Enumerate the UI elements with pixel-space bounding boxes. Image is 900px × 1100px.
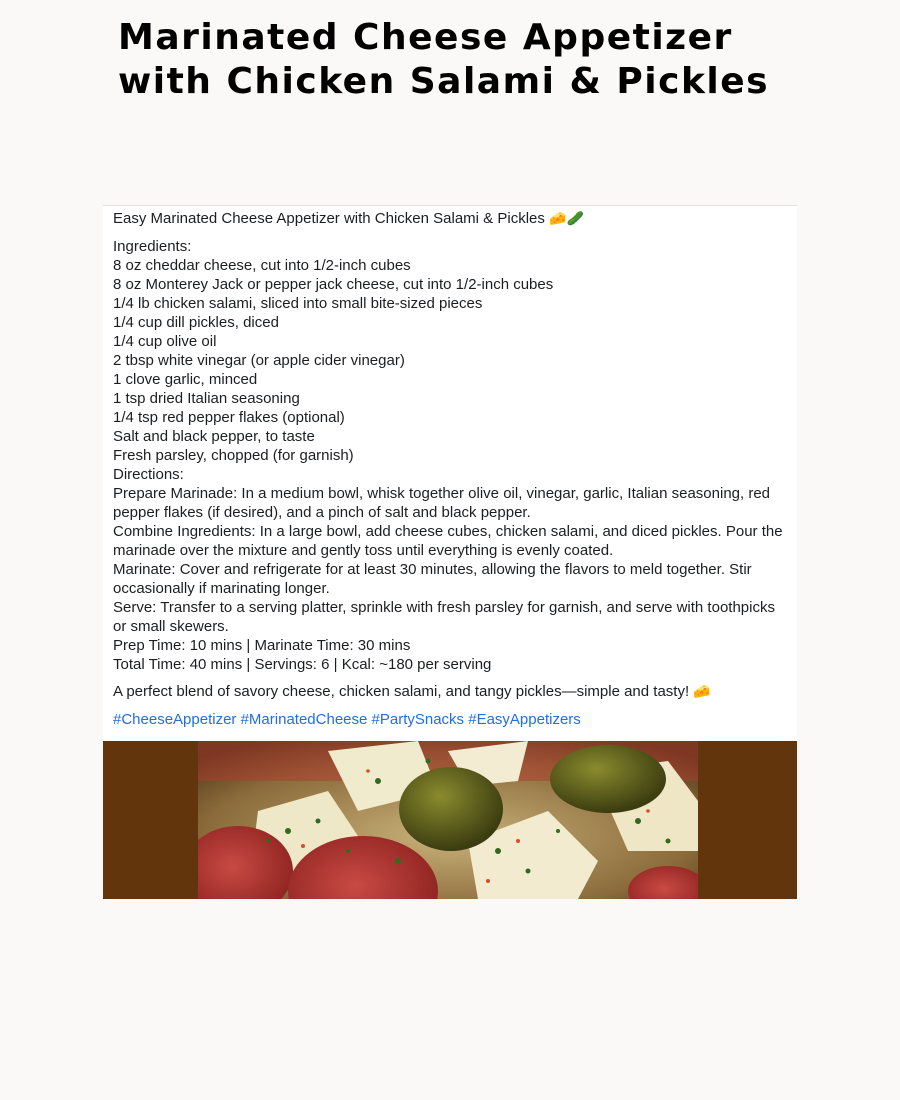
post-photo-frame[interactable] (103, 741, 797, 899)
recipe-line: Prepare Marinade: In a medium bowl, whisk together olive oil, vinegar, garlic, Italian seasoning, red pepper flakes (if desired), and a pinch of salt and black pepper. (113, 485, 771, 521)
recipe-line: Directions: (113, 466, 184, 483)
recipe-body (113, 237, 787, 674)
recipe-line: 1/4 cup dill pickles, diced (113, 314, 279, 331)
page-title-line-2: with Chicken Salami & Pickles (118, 61, 770, 102)
cheese-emoji-icon: 🧀 (693, 684, 711, 700)
cheese-cucumber-emoji-icon: 🧀🥒 (549, 211, 584, 227)
hashtag-link[interactable]: #PartySnacks (371, 711, 465, 728)
recipe-line: 8 oz cheddar cheese, cut into 1/2-inch cubes (113, 257, 411, 274)
recipe-line: Serve: Transfer to a serving platter, sprinkle with fresh parsley for garnish, and serve with toothpicks or small skewers. (113, 599, 775, 635)
recipe-line: Ingredients: (113, 238, 192, 255)
post-tagline-text: A perfect blend of savory cheese, chicken salami, and tangy pickles—simple and tasty! (113, 683, 690, 700)
recipe-line: 1/4 tsp red pepper flakes (optional) (113, 409, 345, 426)
recipe-line: 1 tsp dried Italian seasoning (113, 390, 300, 407)
recipe-line: 8 oz Monterey Jack or pepper jack cheese, cut into 1/2-inch cubes (113, 276, 554, 293)
page-title-line-1: Marinated Cheese Appetizer (118, 17, 733, 58)
post-tagline (113, 682, 787, 702)
recipe-line: Fresh parsley, chopped (for garnish) (113, 447, 354, 464)
recipe-line: 1 clove garlic, minced (113, 371, 258, 388)
hashtag-link[interactable]: #EasyAppetizers (468, 711, 581, 728)
recipe-line: 2 tbsp white vinegar (or apple cider vinegar) (113, 352, 405, 369)
post-text (103, 206, 797, 741)
recipe-line: Prep Time: 10 mins | Marinate Time: 30 mins (113, 637, 411, 654)
recipe-line: Salt and black pepper, to taste (113, 428, 315, 445)
post-card (103, 205, 797, 899)
page-title (118, 16, 769, 104)
post-heading (113, 209, 787, 229)
hashtag-link[interactable]: #CheeseAppetizer (113, 711, 237, 728)
hashtag-link[interactable]: #MarinatedCheese (240, 711, 368, 728)
recipe-line: Marinate: Cover and refrigerate for at least 30 minutes, allowing the flavors to meld together. Stir occasionally if marinating longer. (113, 561, 752, 597)
food-photo-image[interactable] (198, 741, 698, 899)
recipe-line: 1/4 cup olive oil (113, 333, 217, 350)
post-heading-text: Easy Marinated Cheese Appetizer with Chicken Salami & Pickles (113, 210, 545, 227)
recipe-line: Combine Ingredients: In a large bowl, add cheese cubes, chicken salami, and diced pickles. Pour the marinade over the mixture and gently toss until everything is evenly coated. (113, 523, 783, 559)
hashtag-list (113, 710, 787, 741)
recipe-line: 1/4 lb chicken salami, sliced into small bite-sized pieces (113, 295, 483, 312)
recipe-line: Total Time: 40 mins | Servings: 6 | Kcal: ~180 per serving (113, 656, 492, 673)
